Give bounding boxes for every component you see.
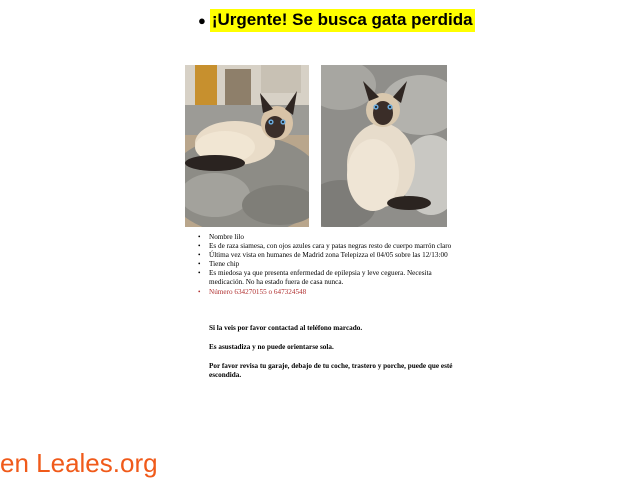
list-item	[198, 233, 462, 242]
bullet: •	[198, 287, 201, 296]
bullet: •	[198, 269, 201, 278]
page-title: ¡Urgente! Se busca gata perdida	[210, 9, 475, 32]
detail-text: Tiene chip	[209, 260, 240, 269]
list-item	[198, 242, 462, 251]
cat-details	[196, 233, 462, 297]
bullet: •	[198, 233, 201, 241]
request-note: Por favor revisa tu garaje, debajo de tu coche, trastero y porche, puede que esté escondida.	[209, 362, 453, 380]
detail-text: Es de raza siamesa, con ojos azules cara y patas negras resto de cuerpo marrón claro	[209, 242, 452, 251]
title-row	[198, 9, 475, 32]
list-item-phone	[198, 287, 462, 297]
phone-numbers: Número 634270155 o 647324548	[209, 287, 307, 296]
list-item	[198, 251, 462, 260]
list-item	[198, 260, 462, 269]
title-bullet: ●	[198, 13, 206, 28]
list-item	[198, 269, 462, 287]
site-watermark: en Leales.org	[0, 448, 158, 478]
detail-text: Nombre lilo	[209, 233, 244, 241]
behavior-note: Es asustadiza y no puede orientarse sola.	[209, 343, 334, 352]
bullet: •	[198, 260, 201, 269]
notes	[209, 324, 464, 390]
cat-photo-on-pillow	[321, 65, 447, 227]
detail-text: Es miedosa ya que presenta enfermedad de epilepsia y leve ceguera. Necesita medicación. No ha estado fuera de casa nunca.	[209, 269, 432, 287]
detail-text: Última vez vista en humanes de Madrid zona Telepizza el 04/05 sobre las 12/13:00	[209, 251, 448, 260]
bullet: •	[198, 242, 201, 251]
contact-note: Si la veis por favor contactad al teléfono marcado.	[209, 324, 363, 332]
bullet: •	[198, 251, 201, 260]
details-list	[196, 233, 462, 297]
cat-photo-on-blanket	[185, 65, 309, 227]
